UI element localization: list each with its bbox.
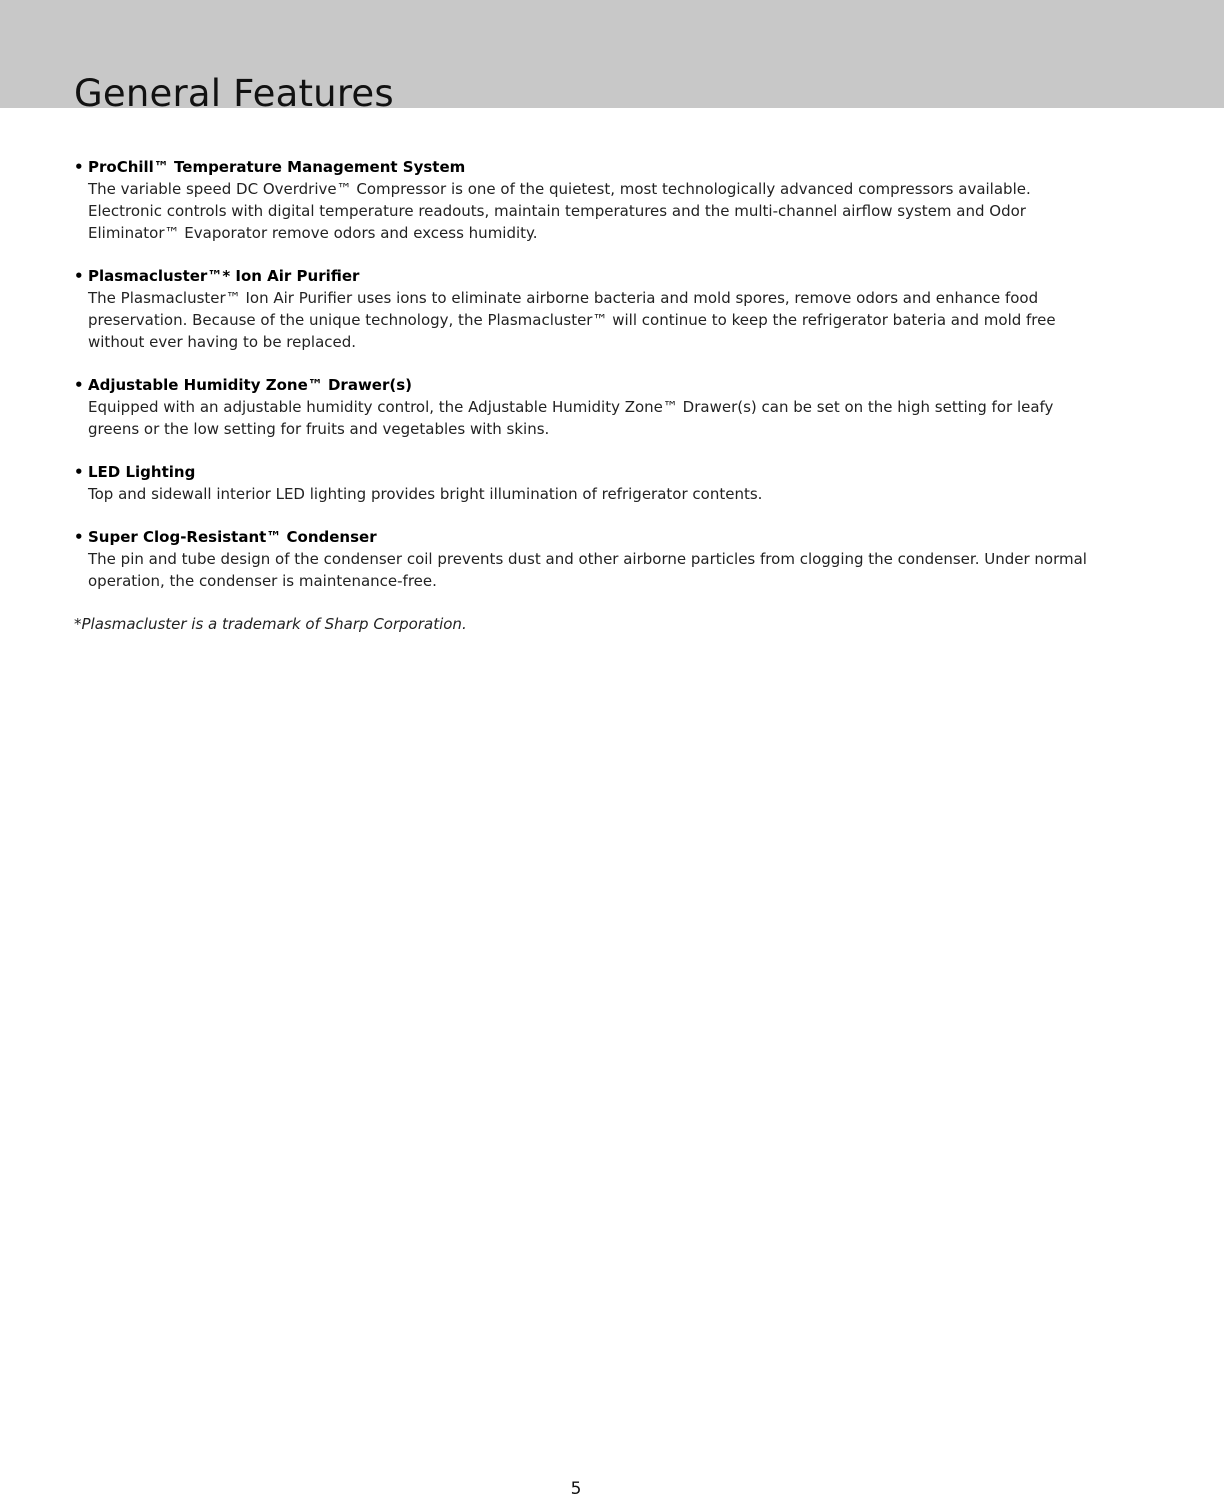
feature-description: Equipped with an adjustable humidity control, the Adjustable Humidity Zone™ Drawer(s) can be set on the high setting for leafy greens or the low setting for fruits and vegetables with skins. [88, 398, 1054, 438]
feature-heading-text: Plasmacluster™* Ion Air Purifier [88, 267, 360, 285]
feature-heading-text: ProChill™ Temperature Management System [88, 158, 466, 176]
feature-heading-text: Adjustable Humidity Zone™ Drawer(s) [88, 376, 413, 394]
trademark-footnote: *Plasmacluster is a trademark of Sharp Corporation. [74, 615, 467, 633]
feature-heading-text: LED Lighting [88, 463, 196, 481]
feature-heading [74, 374, 1094, 396]
feature-heading [74, 156, 1094, 178]
feature-item-plasmacluster [74, 265, 1094, 353]
feature-heading [74, 265, 1094, 287]
feature-heading [74, 526, 1094, 548]
bullet-icon: • [74, 267, 84, 285]
feature-description: The Plasmacluster™ Ion Air Purifier uses ions to eliminate airborne bacteria and mold spores, remove odors and enhance food preservation. Because of the unique technology, the Plasmacluster™ will continue to keep the refrigerator bateria and mold free without ever having to be replaced. [88, 289, 1056, 351]
feature-item-humidity-drawer [74, 374, 1094, 440]
bullet-icon: • [74, 376, 84, 394]
page-title: General Features [74, 72, 394, 115]
feature-description: The variable speed DC Overdrive™ Compressor is one of the quietest, most technologically advanced compressors available. Electronic controls with digital temperature readouts, maintain temperatures and the multi-channel airflow system and Odor Eliminator™ Evaporator remove odors and excess humidity. [88, 180, 1031, 242]
feature-item-led-lighting [74, 461, 1094, 505]
bullet-icon: • [74, 528, 84, 546]
feature-item-condenser [74, 526, 1094, 592]
feature-list [74, 156, 1094, 635]
feature-description: Top and sidewall interior LED lighting provides bright illumination of refrigerator contents. [88, 485, 763, 503]
page-number: 5 [570, 1479, 582, 1499]
feature-heading-text: Super Clog-Resistant™ Condenser [88, 528, 377, 546]
bullet-icon: • [74, 158, 84, 176]
feature-description: The pin and tube design of the condenser coil prevents dust and other airborne particles from clogging the condenser. Under normal operation, the condenser is maintenance-free. [88, 550, 1087, 590]
bullet-icon: • [74, 463, 84, 481]
feature-heading [74, 461, 1094, 483]
feature-item-prochill [74, 156, 1094, 244]
